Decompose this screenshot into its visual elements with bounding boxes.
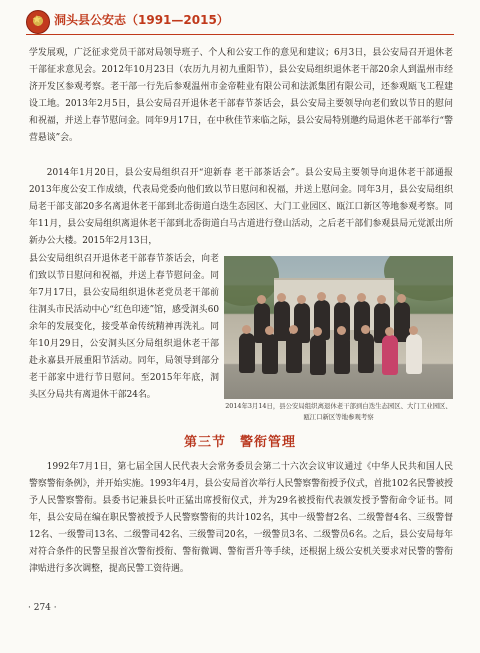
page-header — [26, 8, 454, 38]
police-emblem-icon — [26, 10, 50, 34]
header-rule — [26, 34, 454, 35]
photo-caption: 2014年3月14日，县公安局组织离退休老干部到白迭生态园区、大门工业园区、瓯江口新区等地参观考察 — [225, 402, 452, 421]
book-title: 洞头县公安志（1991—2015） — [54, 13, 229, 27]
paragraph-1: 学发展观，广泛征求党员干部对局领导班子、个人和公安工作的意见和建议；6月3日，县公安局召开退休老干部征求意见会。2012年10月23日（农历九月初九重阳节），县公安局组织退休老干部20余人到温州市经济开发区参观考察。老干部一行先后参观温州市金帝鞋业有限公司和法派集团有限公司，还参观瓯飞工程建设工地。2013年2月5日，县公安局召开退休老干部春节茶话会，县公安局主要领导向老们致以节日的慰问和祝福，并送上春节慰问金。同年9月17日，在中秋佳节来临之际，县公安局特别邀约局退休老干部举行“警营悬谈”会。 — [29, 48, 453, 143]
section-title: 第三节 警衔管理 — [183, 435, 296, 450]
paragraph-4: 1992年7月1日，第七届全国人民代表大会常务委员会第二十六次会议审议通过《中华人民共和国人民警察警衔条例》，并开始实施。1993年4月，县公安局首次举行人民警察警衔授予仪式，首批102名民警被授予人民警察警衔。县委书记兼县长叶正猛出席授衔仪式，并为29名被授衔代表颁发授予警衔命令证书。同年，县公安局在编在职民警被授予人民警察警衔的共计102名，其中一级警督2名、二级警督4名、三级警督12名、一级警司13名、二级警司42名、三级警司20名，一级警员3名、二级警员6名。之后，县公安局每年对符合条件的民警呈报首次警衔授衔、警衔微调、警衔晋升等手续，还根据上级公安机关要求对民警的警衔津贴进行多次调整，提高民警工资待遇。 — [29, 462, 453, 574]
photo-people — [234, 298, 444, 373]
paragraph-3: 县公安局组织召开退休老干部春节茶话会，向老们致以节日慰问和祝福，并送上春节慰问金。同年7月17日，县公安局组织退休老党员老干部前往洞头市民活动中心“红色印迹”馆，感受洞头60余年的发展变化，接受革命传统精神再洗礼。同年10月29日，公安洞头区分局组织退休老干部赴永嘉县开展重阳节活动。同年，局领导到部分老干部家中进行节日慰问。至2015年年底，洞头区分局共有离退休干部24名。 — [29, 254, 219, 400]
group-photo — [224, 256, 453, 399]
paragraph-2: 2014年1月20日，县公安局组织召开“迎新春 老干部茶话会”。县公安局主要领导向退休老干部通报2013年度公安工作成绩，代表局党委向他们致以节日慰问和祝福，并送上慰问金。同年3月，县公安局组织局老干部支部20多名离退休老干部到北岙街道白迭生态园区、大门工业园区、瓯江口新区等地参观考察。同年11月，县公安局组织离退休老干部到北岙街道白马古道进行登山活动，之后老干部们参观县局元觉派出所新办公大楼。2015年2月13日， — [29, 168, 453, 246]
page-number: · 274 · — [28, 603, 57, 613]
